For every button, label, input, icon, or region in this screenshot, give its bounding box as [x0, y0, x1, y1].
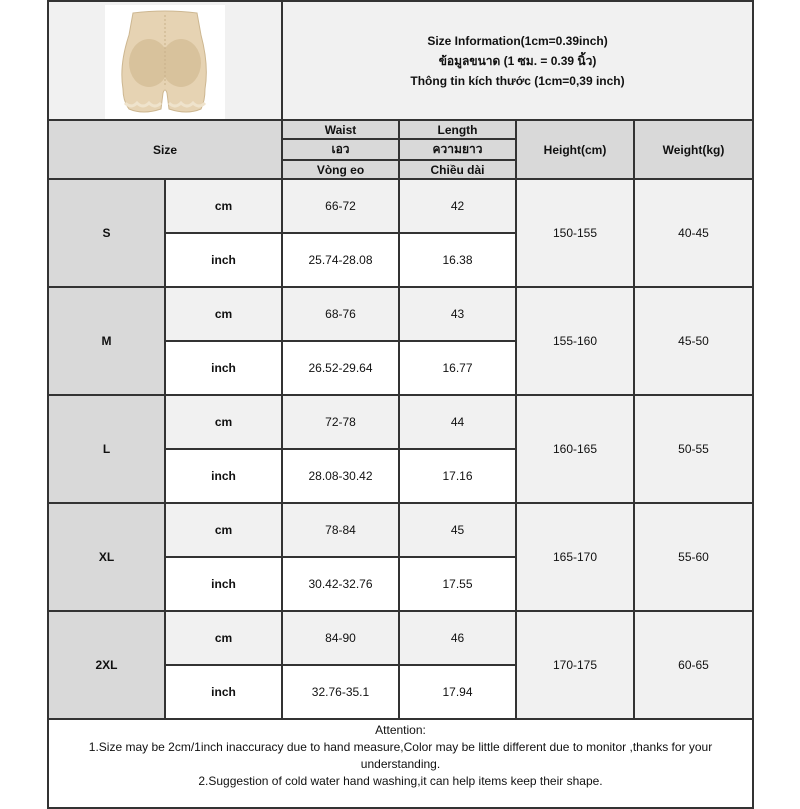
weight-value: 50-55 [634, 395, 753, 503]
length-cm: 43 [399, 287, 516, 341]
height-value: 150-155 [516, 179, 634, 287]
waist-inch: 25.74-28.08 [282, 233, 399, 287]
attention-notes [48, 719, 753, 808]
unit-label: cm [165, 395, 282, 449]
unit-label: inch [165, 665, 282, 719]
height-header: Height(cm) [516, 120, 634, 179]
table-row [48, 395, 753, 449]
size-label: S [48, 179, 165, 287]
unit-label: cm [165, 287, 282, 341]
unit-label: inch [165, 449, 282, 503]
notes-heading: Attention: [375, 723, 426, 737]
size-label: XL [48, 503, 165, 611]
waist-inch: 28.08-30.42 [282, 449, 399, 503]
length-header-en: Length [399, 120, 516, 139]
table-row [48, 503, 753, 557]
table-row [48, 611, 753, 665]
weight-value: 40-45 [634, 179, 753, 287]
note-2: 2.Suggestion of cold water hand washing,it can help items keep their shape. [198, 774, 603, 788]
title-vietnamese: Thông tin kích thước (1cm=0,39 inch) [410, 73, 625, 88]
size-chart-table [47, 0, 754, 809]
size-label: M [48, 287, 165, 395]
weight-header: Weight(kg) [634, 120, 753, 179]
weight-value: 60-65 [634, 611, 753, 719]
length-header-vi: Chiều dài [399, 160, 516, 179]
waist-cm: 78-84 [282, 503, 399, 557]
waist-header-en: Waist [282, 120, 399, 139]
size-header: Size [48, 120, 282, 179]
length-cm: 44 [399, 395, 516, 449]
length-inch: 17.94 [399, 665, 516, 719]
waist-cm: 66-72 [282, 179, 399, 233]
length-inch: 16.77 [399, 341, 516, 395]
size-information-title [282, 1, 753, 120]
weight-value: 55-60 [634, 503, 753, 611]
length-inch: 17.55 [399, 557, 516, 611]
waist-header-th: เอว [282, 139, 399, 160]
length-inch: 16.38 [399, 233, 516, 287]
waist-inch: 26.52-29.64 [282, 341, 399, 395]
title-english: Size Information(1cm=0.39inch) [427, 33, 608, 48]
unit-label: cm [165, 179, 282, 233]
title-thai: ข้อมูลขนาด (1 ซม. = 0.39 นิ้ว) [438, 53, 597, 68]
unit-label: inch [165, 233, 282, 287]
waist-cm: 84-90 [282, 611, 399, 665]
waist-inch: 32.76-35.1 [282, 665, 399, 719]
waist-inch: 30.42-32.76 [282, 557, 399, 611]
length-cm: 45 [399, 503, 516, 557]
height-value: 165-170 [516, 503, 634, 611]
weight-value: 45-50 [634, 287, 753, 395]
unit-label: cm [165, 611, 282, 665]
waist-header-vi: Vòng eo [282, 160, 399, 179]
height-value: 155-160 [516, 287, 634, 395]
height-value: 160-165 [516, 395, 634, 503]
waist-cm: 68-76 [282, 287, 399, 341]
table-row [48, 287, 753, 341]
unit-label: cm [165, 503, 282, 557]
size-label: 2XL [48, 611, 165, 719]
height-value: 170-175 [516, 611, 634, 719]
length-cm: 42 [399, 179, 516, 233]
waist-cm: 72-78 [282, 395, 399, 449]
length-header-th: ความยาว [399, 139, 516, 160]
size-label: L [48, 395, 165, 503]
product-image-cell [48, 1, 282, 120]
unit-label: inch [165, 557, 282, 611]
note-1: 1.Size may be 2cm/1inch inaccuracy due to hand measure,Color may be little different due to monitor ,thanks for your understanding. [88, 740, 713, 771]
length-inch: 17.16 [399, 449, 516, 503]
length-cm: 46 [399, 611, 516, 665]
table-row [48, 179, 753, 233]
product-image [105, 5, 225, 119]
unit-label: inch [165, 341, 282, 395]
